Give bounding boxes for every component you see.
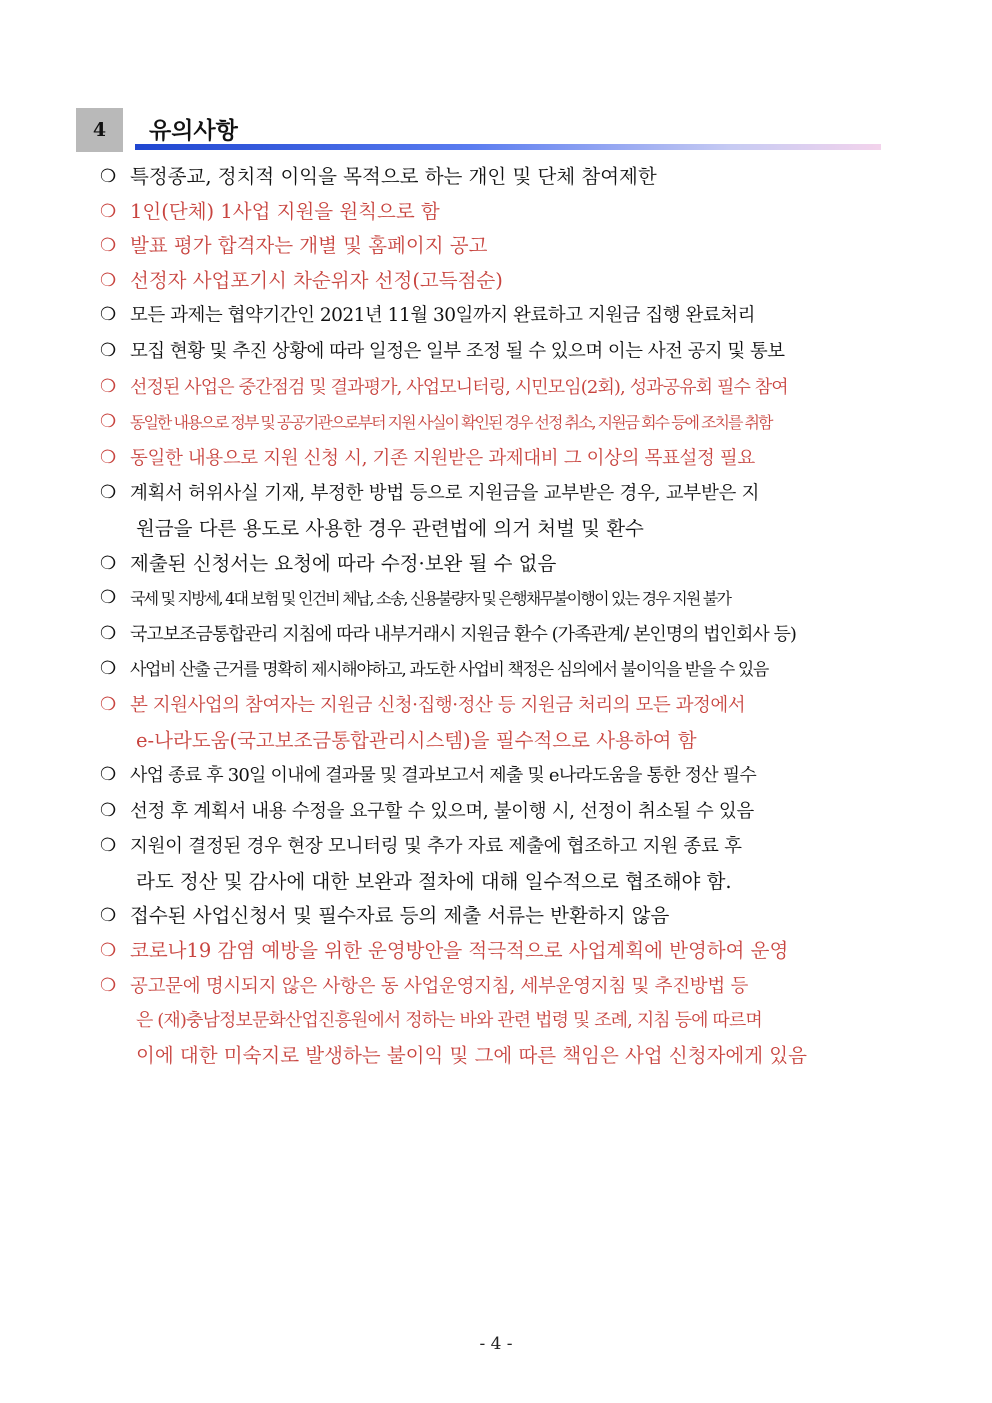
list-item xyxy=(100,476,920,546)
item-text: 사업비 산출 근거를 명확히 제시해야하고, 과도한 사업비 책정은 심의에서 불이익을 받을 수 있음 xyxy=(130,660,768,681)
bullet-icon: ❍ xyxy=(100,166,117,187)
bullet-icon: ❍ xyxy=(100,235,117,257)
page-number: - 4 - xyxy=(479,1334,513,1354)
bullet-icon: ❍ xyxy=(100,304,117,326)
list-item xyxy=(100,160,920,195)
item-text: 동일한 내용으로 지원 신청 시, 기존 지원받은 과제대비 그 이상의 목표설정 필요 xyxy=(130,447,755,469)
bullet-icon: ❍ xyxy=(100,693,117,715)
section-underline xyxy=(135,144,881,150)
bullet-icon: ❍ xyxy=(100,375,117,397)
section-title: 유의사항 xyxy=(149,118,238,144)
item-text: 모집 현황 및 추진 상황에 따라 일정은 일부 조정 될 수 있으며 이는 사전 공지 및 통보 xyxy=(130,340,785,362)
bullet-icon: ❍ xyxy=(100,764,117,786)
item-text: 특정종교, 정치적 이익을 목적으로 하는 개인 및 단체 참여제한 xyxy=(130,165,657,188)
list-item xyxy=(100,758,920,794)
item-text: 접수된 사업신청서 및 필수자료 등의 제출 서류는 반환하지 않음 xyxy=(130,904,670,928)
list-item xyxy=(100,652,920,688)
item-text-continued: e-나라도움(국고보조금통합관리시스템)을 필수적으로 사용하여 함 xyxy=(136,728,697,752)
item-text: 모든 과제는 협약기간인 2021년 11월 30일까지 완료하고 지원금 집행 완료처리 xyxy=(130,305,755,327)
item-text: 1인(단체) 1사업 지원을 원칙으로 함 xyxy=(130,199,440,223)
bullet-icon: ❍ xyxy=(100,411,117,433)
item-text: 제출된 신청서는 요청에 따라 수정·보완 될 수 없음 xyxy=(130,551,557,575)
bullet-icon: ❍ xyxy=(100,552,117,574)
bullet-icon: ❍ xyxy=(100,482,117,504)
bullet-icon: ❍ xyxy=(100,905,117,927)
bullet-icon: ❍ xyxy=(100,200,117,222)
item-text: 지원이 결정된 경우 현장 모니터링 및 추가 자료 제출에 협조하고 지원 종료 후 xyxy=(130,836,742,858)
list-item xyxy=(100,899,920,934)
item-text-continued: 이에 대한 미숙지로 발생하는 불이익 및 그에 따른 책임은 사업 신청자에게 있음 xyxy=(136,1043,807,1067)
bullet-icon: ❍ xyxy=(100,799,117,821)
bullet-icon: ❍ xyxy=(100,835,117,857)
item-text: 코로나19 감염 예방을 위한 운영방안을 적극적으로 사업계획에 반영하여 운영 xyxy=(130,939,789,963)
item-text: 선정 후 계획서 내용 수정을 요구할 수 있으며, 불이행 시, 선정이 취소될 수 있음 xyxy=(130,800,754,822)
bullet-icon: ❍ xyxy=(100,446,117,468)
section-number: 4 xyxy=(76,108,123,152)
item-text: 공고문에 명시되지 않은 사항은 동 사업운영지침, 세부운영지침 및 추진방법 등 xyxy=(130,975,749,997)
list-item xyxy=(100,334,920,370)
list-item xyxy=(100,581,920,617)
item-text-continued: 원금을 다른 용도로 사용한 경우 관련법에 의거 처벌 및 환수 xyxy=(136,516,644,540)
item-text: 계획서 허위사실 기재, 부정한 방법 등으로 지원금을 교부받은 경우, 교부받은 지 xyxy=(130,483,760,505)
list-item xyxy=(100,688,920,758)
item-text: 사업 종료 후 30일 이내에 결과물 및 결과보고서 제출 및 e나라도움을 통한 정산 필수 xyxy=(130,765,756,787)
item-text: 국고보조금통합관리 지침에 따라 내부거래시 지원금 환수 (가족관계/ 본인명의 법인회사 등) xyxy=(130,623,796,645)
bullet-icon: ❍ xyxy=(100,587,117,609)
item-text: 선정된 사업은 중간점검 및 결과평가, 사업모니터링, 시민모임(2회), 성과공유회 필수 참여 xyxy=(130,376,788,398)
item-text: 본 지원사업의 참여자는 지원금 신청·집행·정산 등 지원금 처리의 모든 과정에서 xyxy=(130,694,746,716)
list-item xyxy=(100,405,920,441)
list-item xyxy=(100,195,920,230)
bullet-icon: ❍ xyxy=(100,974,117,996)
list-item xyxy=(100,794,920,830)
list-item xyxy=(100,829,920,899)
list-item xyxy=(100,370,920,406)
section-header xyxy=(76,108,882,154)
item-text: 국세 및 지방세, 4대 보험 및 인건비 체납, 소송, 신용불량자 및 은행채무불이행이 있는 경우 지원 불가 xyxy=(130,589,731,609)
bullet-icon: ❍ xyxy=(100,658,117,680)
list-item xyxy=(100,547,920,582)
item-text-continued: 라도 정산 및 감사에 대한 보완과 절차에 대해 일수적으로 협조해야 함. xyxy=(136,869,732,893)
list-item xyxy=(100,934,920,969)
item-text: 동일한 내용으로 정부 및 공공기관으로부터 지원 사실이 확인된 경우 선정 취소, 지원금 회수 등에 조치를 취함 xyxy=(130,413,772,433)
item-text: 발표 평가 합격자는 개별 및 홈페이지 공고 xyxy=(130,234,488,258)
list-item xyxy=(100,441,920,477)
notice-list xyxy=(100,160,920,1073)
list-item xyxy=(100,264,920,299)
bullet-icon: ❍ xyxy=(100,622,117,644)
list-item xyxy=(100,969,920,1074)
list-item xyxy=(100,229,920,264)
bullet-icon: ❍ xyxy=(100,940,117,962)
item-text-continued: 은 (재)충남정보문화산업진흥원에서 정하는 바와 관련 법령 및 조례, 지침 등에 따르며 xyxy=(136,1010,762,1032)
item-text: 선정자 사업포기시 차순위자 선정(고득점순) xyxy=(130,268,503,292)
bullet-icon: ❍ xyxy=(100,339,117,361)
bullet-icon: ❍ xyxy=(100,269,117,291)
list-item xyxy=(100,617,920,653)
list-item xyxy=(100,298,920,334)
